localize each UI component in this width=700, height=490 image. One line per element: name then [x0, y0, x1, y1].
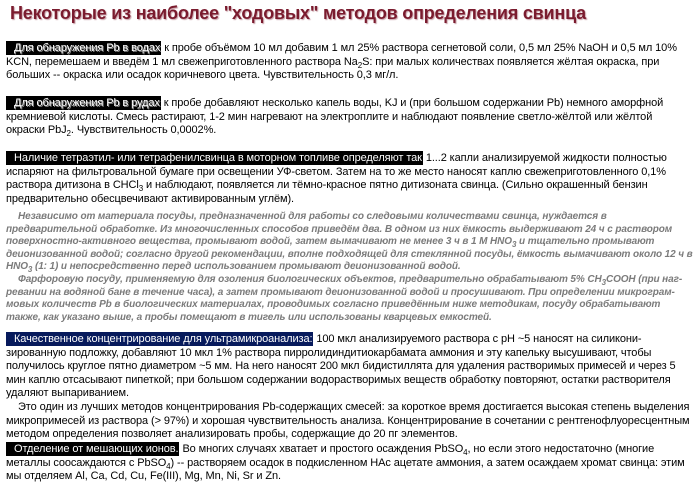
water-sub-1: 2 — [357, 60, 363, 70]
paragraph-water — [6, 42, 694, 83]
separation-text-1: Во многих случаях хватает и простого осаждения PbSO — [179, 443, 464, 455]
separation-text-3: ) -- растворяем осадок в подкисленном НАс ацетате аммония, а затем осаждаем хромат свинца: этим мы отделяем Al, Ca, Cd, Cu, Fe(III), Mg, Mn, Ni, Sr и Zn. — [6, 456, 685, 482]
ores-sub-1: 2 — [66, 129, 71, 139]
paragraph-ores — [6, 97, 694, 138]
ores-text-2: . Чувствительность 0,0002%. — [70, 124, 217, 136]
separation-text-2: , но если этого недостаточно (многие металлы соосаждаются с PbSO — [6, 443, 655, 469]
water-text-2: S: при малых количествах появляется жёлтая окраска, при больших -- окраска или осадок коричневого цвета. Чувствительность 0,3 мг/л. — [6, 55, 660, 81]
fuel-text-1: 1...2 капли анализируемой жидкости полностью испаряют на фильтровальной бумаге при освещении УФ-светом. Затем на то же место наносят каплю свежеприготовленного 0,1% раствора дитизона в CHCl — [6, 152, 667, 191]
note-1-sub-2: 3 — [27, 265, 33, 274]
page-title: Некоторые из наиболее "ходовых" методов определения свинца — [10, 3, 586, 23]
heading-ores: Для обнаружения Pb в рудах — [6, 96, 161, 110]
heading-separation: Отделение от мешающих ионов. — [6, 442, 179, 456]
ores-text-1: к пробе добавляют несколько капель воды, KJ и (при большом содержании Pb) немного аморфной кремниевой кислоты. Смесь растирают, 1-2 мин нагревают на электроплите и наблюдают появление светло-жёлтой или жёлтой окраски PbJ — [6, 97, 664, 136]
note-1-text-1: Независимо от материала посуды, предназначенной для работы со следовыми количествами свинца, нуждается в предварительной обработке. Из многочисленных способов приведём два. В одном из них ёмкость выдерживают 24 ч с раствором поверхностно-активного вещества, промывают водой, затем вымачивают не менее 3 ч в 1 М HNO — [6, 211, 673, 247]
note-porcelain — [6, 274, 694, 324]
heading-water: Для обнаружения Pb в водах — [6, 41, 161, 55]
paragraph-fuel — [6, 152, 694, 206]
note-1-text-3: (1: 1) и непосредственно перед использованием промывают деионизованной водой. — [32, 261, 461, 272]
heading-fuel: Наличие тетраэтил- или тетрафенилсвинца в моторном топливе определяют так — [6, 151, 423, 165]
note-2-text-1: Фарфоровую посуду, применяемую для озоления биологических объектов, предварительно обрабатывают 5% CH — [18, 274, 602, 285]
paragraph-concentration-2 — [6, 401, 694, 442]
separation-sub-2: 4 — [166, 461, 171, 471]
paragraph-separation — [6, 443, 694, 484]
fuel-text-2: и наблюдают, появляется ли тёмно-красное пятно дитизоната свинца. (Сильно окрашенный бензин предварительно обесцвечивают активированным углём). — [6, 179, 648, 205]
paragraph-concentration — [6, 333, 694, 401]
heading-concentration: Качественное концентрирование для ультрамикроанализа: — [6, 332, 313, 346]
note-glassware — [6, 211, 694, 274]
fuel-sub-1: 3 — [138, 184, 144, 194]
water-text-1: к пробе объёмом 10 мл добавим 1 мл 25% раствора сегнетовой соли, 0,5 мл 25% NaOH и 0,5 мл 10% KCN, перемешаем и введём 1 мл свежеприготовленного раствора Na — [6, 42, 677, 68]
concentration-text-1: 100 мкл анализируемого раствора с pH ~5 наносят на силиконизированную подложку, добавляют 10 мкл 1% раствора пирролидиндитиокарбамата аммония и эту капельку высушивают, чтобы получилось круглое пятно диаметром ~5 мм. На него наносят 200 мкл бидистиллята для удаления растворимых примесей и через 5 мин каплю отсасывают пипеткой; при большом содержании водорастворимых веществ обработку повторяют, остатки растворителя удаляют выпариванием. — [6, 333, 676, 399]
note-2-sub-1: 3 — [601, 278, 606, 287]
note-1-text-2: и тщательно промывают деионизованной водой; согласно другой рекомендации, вполне подходящей для стеклянной посуды, ёмкость вымачивают около 12 ч в HNO — [6, 236, 693, 272]
separation-sub-1: 4 — [463, 448, 468, 458]
note-1-sub-1: 3 — [511, 240, 517, 249]
concentration-2-text-1: Это один из лучших методов концентрирования Pb-содержащих смесей: за короткое время достигается высокая степень выделения микропримесей из раствора (> 97%) и хорошая чувствительность анализа. Концентрирование в сочетании с рентгенофлуоресцентным методом определения позволяет анализировать пробы, содержащие до 20 пг элементов. — [6, 401, 690, 440]
note-2-text-2: COOH (при нагревании на водяной бане в течение часа), а затем промывают деионизованной водой и просушивают. При определении микрограммовых количеств Pb в биологических материалах, проводимых согласно приведённым ниже методикам, посуду обрабатывают также, как указано выше, а пробы помещают в тигель или использованы кварцевых емкостей. — [6, 274, 683, 323]
